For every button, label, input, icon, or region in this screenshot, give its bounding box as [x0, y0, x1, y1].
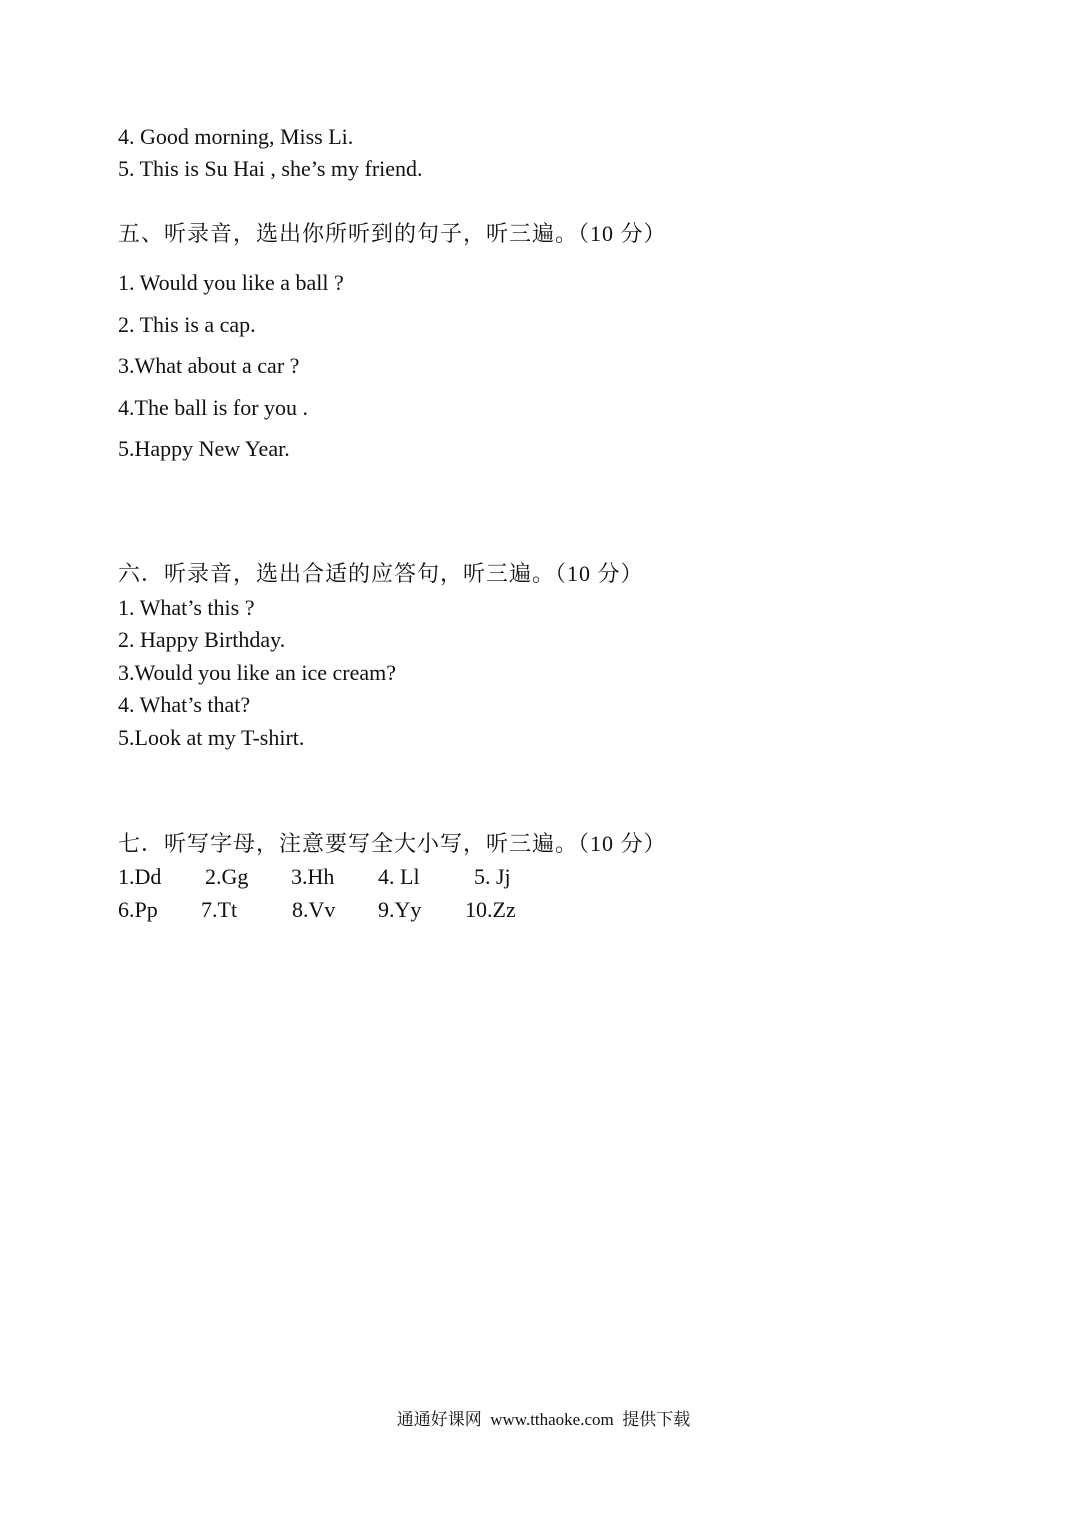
section5-item-2: 2. This is a cap.	[118, 312, 256, 337]
intro-line-4: 4. Good morning, Miss Li.	[118, 124, 354, 149]
section6-item-1: 1. What’s this ?	[118, 595, 255, 620]
letter-item-2: 2.Gg	[205, 864, 249, 889]
section6-item-5: 5.Look at my T-shirt.	[118, 725, 305, 750]
letter-item-3: 3.Hh	[291, 864, 335, 889]
letter-item-6: 6.Pp	[118, 897, 158, 922]
letter-item-5: 5. Jj	[474, 864, 511, 889]
section6-heading: 六．听录音，选出合适的应答句，听三遍。（10 分）	[118, 561, 644, 586]
letters-row-2	[118, 896, 618, 924]
letters-row-1	[118, 863, 618, 891]
section5-item-3: 3.What about a car ?	[118, 353, 300, 378]
page-footer: 通通好课网 www.tthaoke.com 提供下载	[396, 1410, 691, 1429]
section6-item-3: 3.Would you like an ice cream?	[118, 660, 397, 685]
section5-item-4: 4.The ball is for you .	[118, 395, 309, 420]
letter-item-9: 9.Yy	[378, 897, 422, 922]
section6-item-4: 4. What’s that?	[118, 692, 251, 717]
letter-item-4: 4. Ll	[378, 864, 420, 889]
section5-heading: 五、听录音，选出你所听到的句子，听三遍。（10 分）	[118, 221, 667, 246]
letter-item-10: 10.Zz	[465, 897, 516, 922]
letter-item-1: 1.Dd	[118, 864, 162, 889]
section5-item-1: 1. Would you like a ball ?	[118, 270, 344, 295]
section6-item-2: 2. Happy Birthday.	[118, 627, 286, 652]
letter-item-7: 7.Tt	[201, 897, 238, 922]
intro-line-5: 5. This is Su Hai , she’s my friend.	[118, 156, 423, 181]
letter-item-8: 8.Vv	[292, 897, 336, 922]
section5-item-5: 5.Happy New Year.	[118, 436, 290, 461]
section7-heading: 七．听写字母，注意要写全大小写，听三遍。（10 分）	[118, 831, 667, 856]
